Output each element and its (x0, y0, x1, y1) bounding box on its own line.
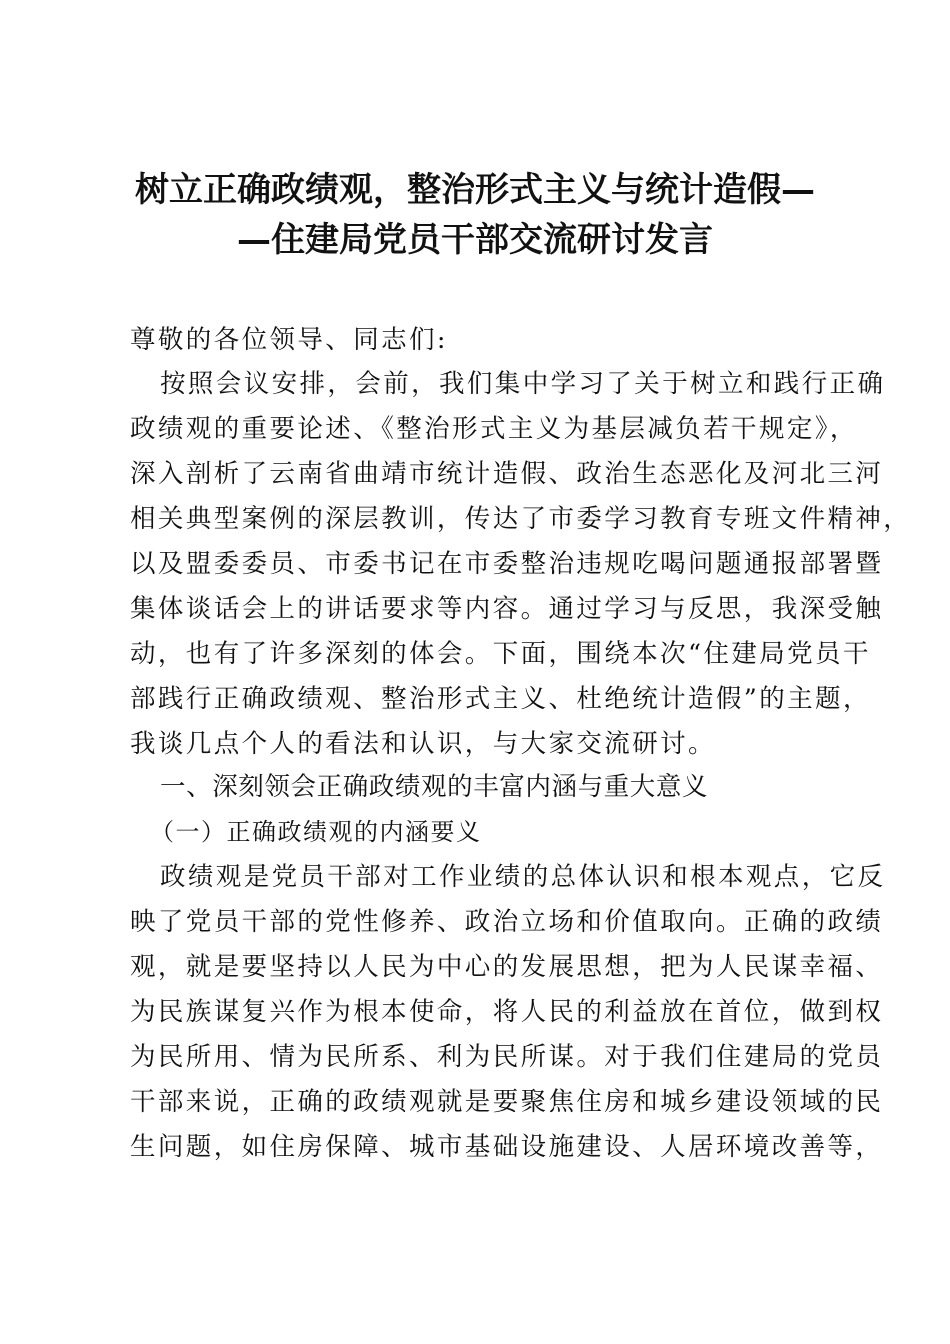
intro-line: 我谈几点个人的看法和认识，与大家交流研讨。 (130, 729, 716, 759)
intro-line: 按照会议安排，会前，我们集中学习了关于树立和践行正确 (160, 369, 886, 399)
intro-line: 深入剖析了云南省曲靖市统计造假、政治生态恶化及河北三河 (130, 459, 884, 489)
document-title-line-2: —住建局党员干部交流研讨发言 (237, 220, 713, 260)
intro-line: 相关典型案例的深层教训，传达了市委学习教育专班文件精神， (130, 504, 912, 534)
body-line: 为民所用、情为民所系、利为民所谋。对于我们住建局的党员 (130, 1042, 884, 1072)
subsection-heading: （一）正确政绩观的内涵要义 (150, 818, 482, 846)
salutation: 尊敬的各位领导、同志们: (130, 325, 448, 355)
intro-line: 部践行正确政绩观、整治形式主义、杜绝统计造假”的主题， (130, 684, 871, 714)
body-line: 为民族谋复兴作为根本使命，将人民的利益放在首位，做到权 (130, 997, 884, 1027)
body-line: 生问题，如住房保障、城市基础设施建设、人居环境改善等， (130, 1132, 884, 1162)
body-line: 干部来说，正确的政绩观就是要聚焦住房和城乡建设领域的民 (130, 1087, 884, 1117)
body-line: 映了党员干部的党性修养、政治立场和价值取向。正确的政绩 (130, 907, 884, 937)
body-line: 政绩观是党员干部对工作业绩的总体认识和根本观点，它反 (160, 862, 886, 892)
intro-line: 以及盟委委员、市委书记在市委整治违规吃喝问题通报部署暨 (130, 549, 884, 579)
body-line: 观，就是要坚持以人民为中心的发展思想，把为人民谋幸福、 (130, 952, 884, 982)
intro-line: 集体谈话会上的讲话要求等内容。通过学习与反思，我深受触 (130, 594, 884, 624)
intro-line: 政绩观的重要论述、《整治形式主义为基层减负若干规定》， (130, 414, 858, 444)
section-heading: 一、深刻领会正确政绩观的丰富内涵与重大意义 (160, 772, 709, 802)
document-title-line-1: 树立正确政绩观，整治形式主义与统计造假— (135, 170, 815, 210)
intro-line: 动，也有了许多深刻的体会。下面，围绕本次“住建局党员干 (130, 639, 871, 669)
